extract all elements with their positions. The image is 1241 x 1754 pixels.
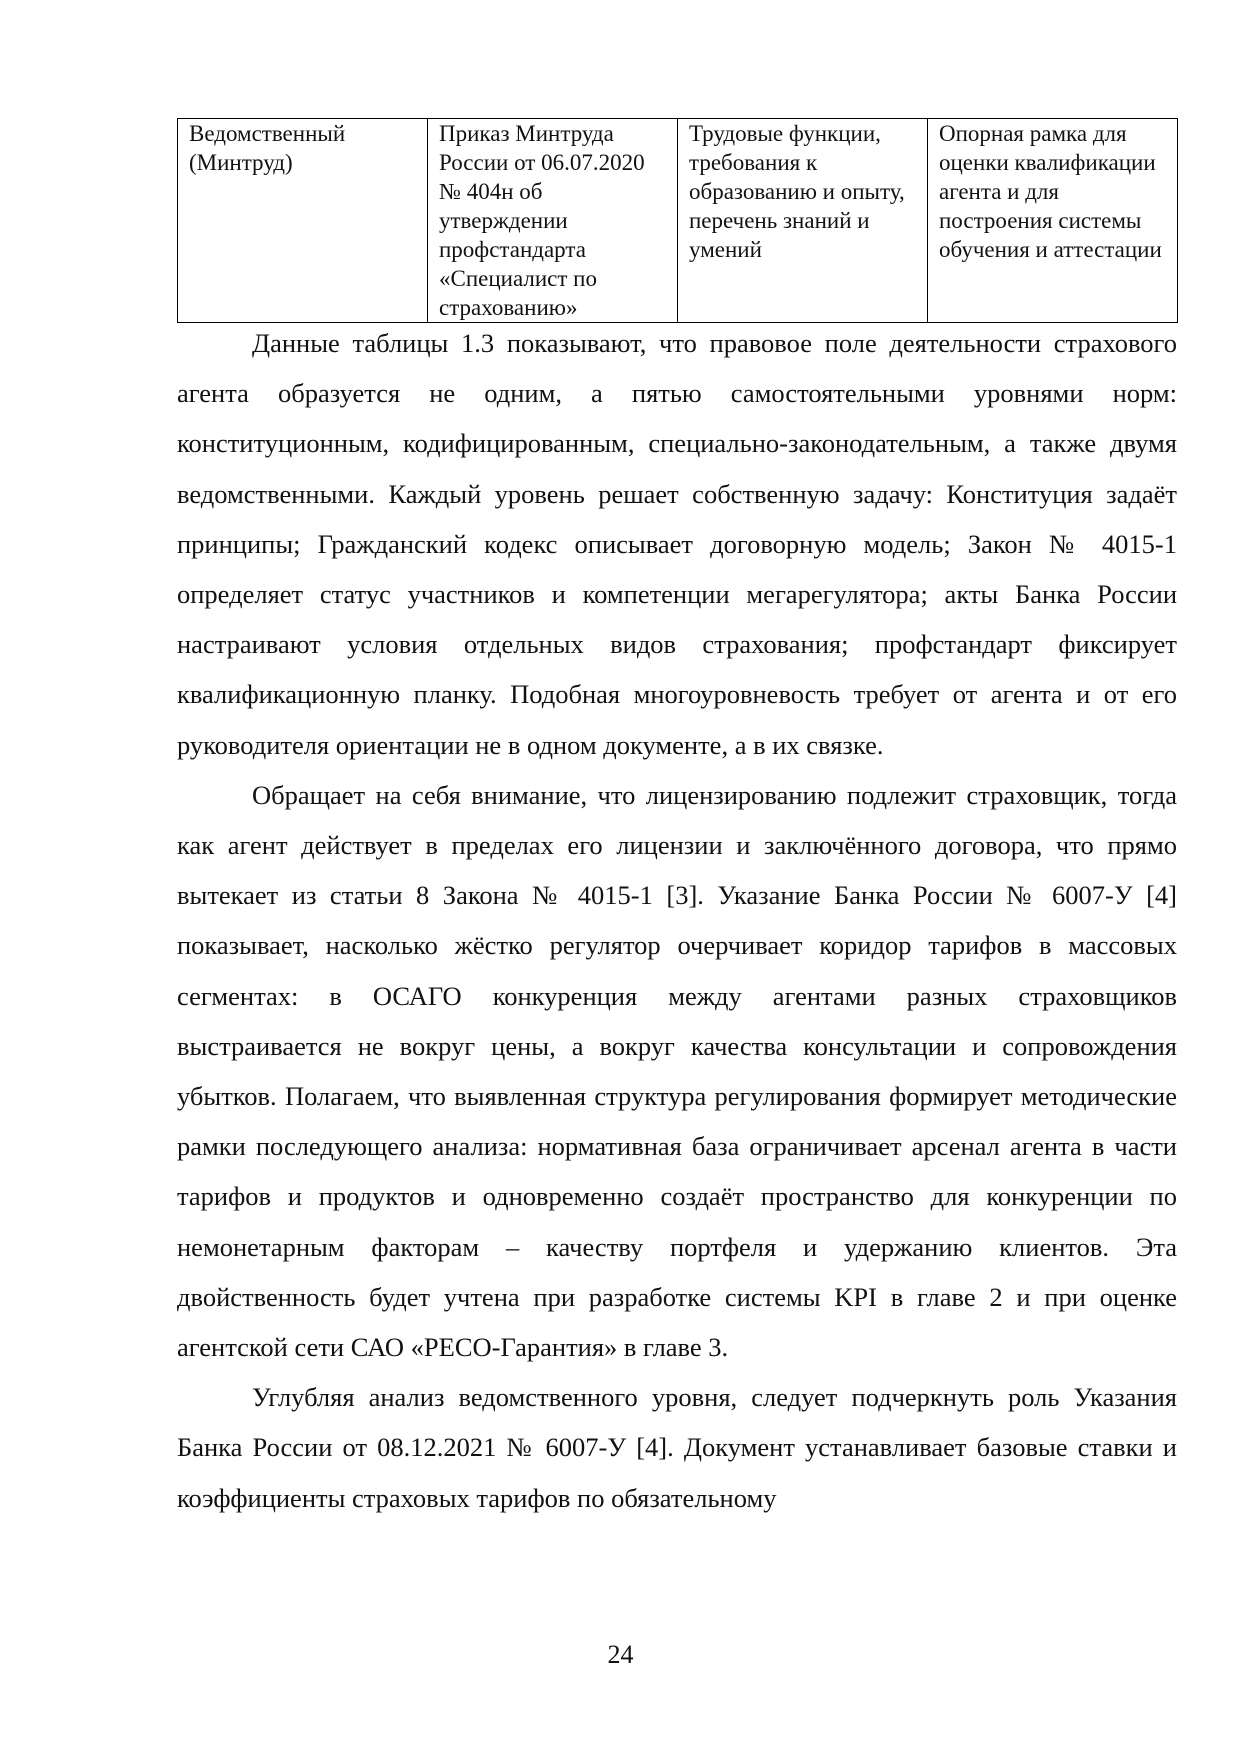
table-cell-significance: Опорная рамка для оценки квалификации агента и для построения системы обучения и аттестации xyxy=(928,119,1178,323)
paragraph-1: Данные таблицы 1.3 показывают, что правовое поле деятельности страхового агента образуется не одним, а пятью самостоятельными уровнями норм: конституционным, кодифицированным, специально-законодательным, а также двумя ведомственными. Каждый уровень решает собственную задачу: Конституция задаёт принципы; Гражданский кодекс описывает договорную модель; Закон № 4015-1 определяет статус участников и компетенции мегарегулятора; акты Банка России настраивают условия отдельных видов страхования; профстандарт фиксирует квалификационную планку. Подобная многоуровневость требует от агента и от его руководителя ориентации не в одном документе, а в их связке. xyxy=(177,328,1177,760)
regulation-table xyxy=(177,118,1178,323)
paragraph-3: Углубляя анализ ведомственного уровня, следует подчеркнуть роль Указания Банка России от 08.12.2021 № 6007-У [4]. Документ устанавливает базовые ставки и коэффициенты страховых тарифов по обязательному xyxy=(177,1382,1177,1513)
paragraph-2: Обращает на себя внимание, что лицензированию подлежит страховщик, тогда как агент действует в пределах его лицензии и заключённого договора, что прямо вытекает из статьи 8 Закона № 4015-1 [3]. Указание Банка России № 6007-У [4] показывает, насколько жёстко регулятор очерчивает коридор тарифов в массовых сегментах: в ОСАГО конкуренция между агентами разных страховщиков выстраивается не вокруг цены, а вокруг качества консультации и сопровождения убытков. Полагаем, что выявленная структура регулирования формирует методические рамки последующего анализа: нормативная база ограничивает арсенал агента в части тарифов и продуктов и одновременно создаёт пространство для конкуренции по немонетарным факторам – качеству портфеля и удержанию клиентов. Эта двойственность будет учтена при разработке системы KPI в главе 2 и при оценке агентской сети САО «РЕСО-Гарантия» в главе 3. xyxy=(177,779,1177,1363)
table-cell-level: Ведомственный (Минтруд) xyxy=(178,119,428,323)
table-row xyxy=(178,119,1178,323)
body-text xyxy=(177,318,1177,1523)
page-number: 24 xyxy=(607,1640,634,1669)
table-cell-content: Трудовые функции, требования к образованию и опыту, перечень знаний и умений xyxy=(678,119,928,323)
table-cell-act: Приказ Минтруда России от 06.07.2020 № 404н об утверждении профстандарта «Специалист по страхованию» xyxy=(428,119,678,323)
